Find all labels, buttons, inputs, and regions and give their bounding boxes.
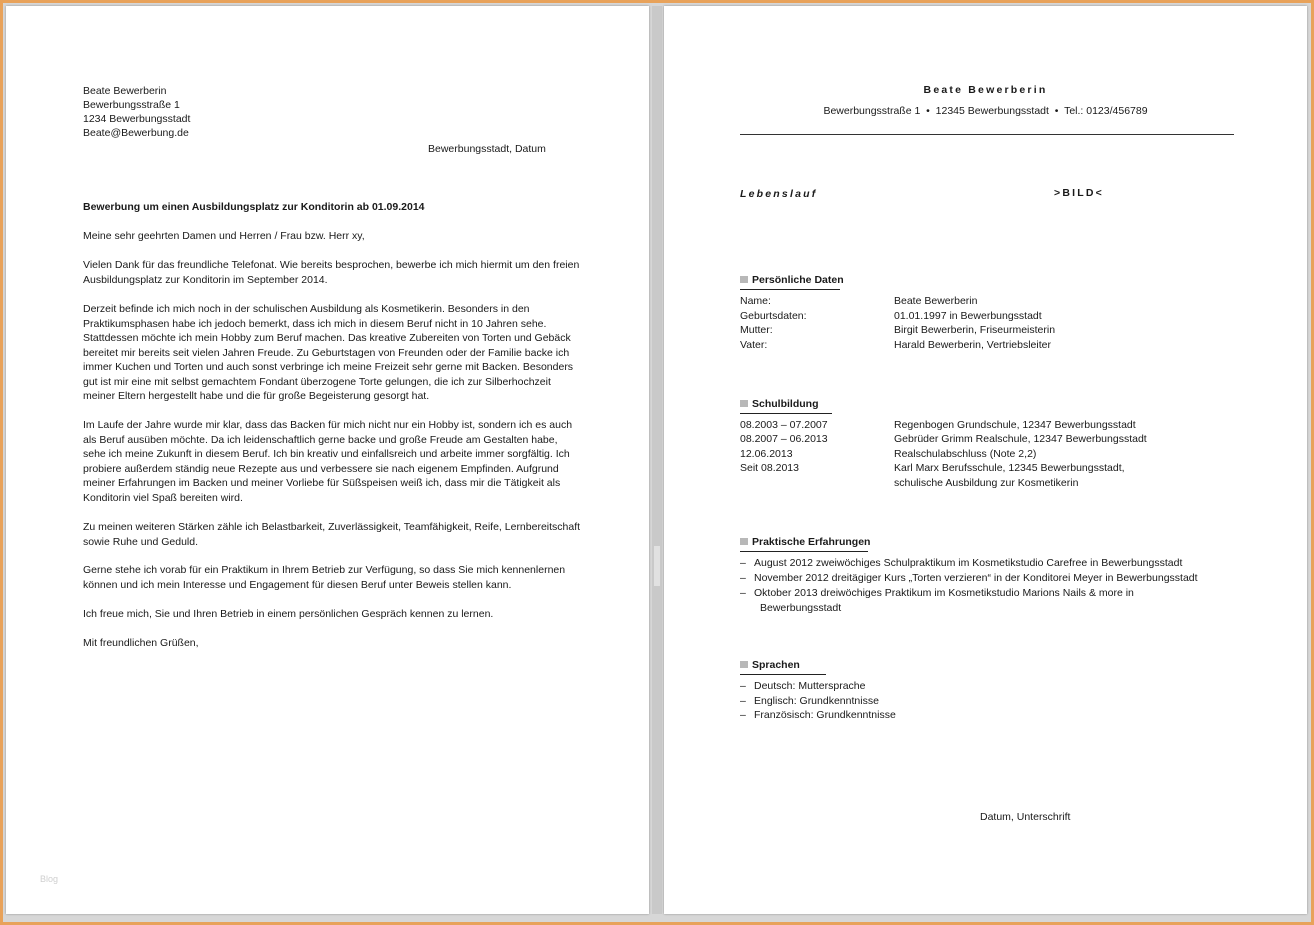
dash-bullet: – (740, 695, 746, 707)
experience-item (740, 556, 1182, 571)
section-personal-label: Persönliche Daten (752, 274, 844, 286)
bullet-square-icon (740, 400, 748, 407)
sender-city: 1234 Bewerbungsstadt (83, 113, 191, 125)
letter-paragraph-2: Derzeit befinde ich mich noch in der schulischen Ausbildung als Kosmetikerin. Besonders in den Praktikumsphasen habe ich jedoch bemerkt, dass ich mich in diesem Beruf nicht in 10 Jahren sehe. Stattdessen möchte ich mein Hobby zum Beruf machen. Das kreative Zubereiten von Torten und Gebäck bereitet mir bereits seit vielen Jahren Freude. Zu Geburtstagen von Freunden oder der Familie backe ich immer Kuchen und Torten und auch sonst verbringe ich meine Freizeit sehr gerne mit Backen. Besonders gut ist mir eine mit selbst gemachtem Fondant überzogene Torte gelungen, die ich zur Silberhochzeit meiner Eltern hergestellt habe und die für große Begeisterung gesorgt hat. (83, 303, 574, 402)
section-experience-label: Praktische Erfahrungen (752, 536, 871, 548)
dash-bullet: – (740, 557, 746, 569)
cover-letter-page (6, 6, 649, 914)
dash-bullet: – (740, 709, 746, 721)
school-entry: Regenbogen Grundschule, 12347 Bewerbungsstadt (894, 419, 1136, 431)
section-school-label: Schulbildung (752, 398, 819, 410)
personal-label: Vater: (740, 339, 768, 351)
watermark: Blog (40, 874, 59, 884)
language-item (740, 694, 879, 709)
sender-name: Beate Bewerberin (83, 85, 167, 97)
language-text: Englisch: Grundkenntnisse (754, 695, 879, 707)
personal-label: Geburtsdaten: (740, 310, 807, 322)
bullet-square-icon (740, 661, 748, 668)
school-period: 08.2003 – 07.2007 (740, 419, 828, 431)
school-period: Seit 08.2013 (740, 462, 799, 474)
school-entry: Realschulabschluss (Note 2,2) (894, 448, 1037, 460)
language-text: Französisch: Grundkenntnisse (754, 709, 896, 721)
letter-paragraph-5: Gerne stehe ich vorab für ein Praktikum in Ihrem Betrieb zur Verfügung, so dass Sie mich kennenlernen können und ich mein Interesse und Engagement für diesen Beruf unter Beweis stellen kann. (83, 564, 566, 591)
section-school-title (740, 397, 832, 414)
dash-bullet: – (740, 680, 746, 692)
scrollbar-thumb[interactable] (654, 546, 660, 586)
page-gutter-scrollbar[interactable] (652, 6, 662, 914)
dash-bullet: – (740, 587, 746, 599)
sender-street: Bewerbungsstraße 1 (83, 99, 180, 111)
school-entry: Gebrüder Grimm Realschule, 12347 Bewerbungsstadt (894, 433, 1147, 445)
personal-label: Mutter: (740, 324, 773, 336)
personal-value: Beate Bewerberin (894, 295, 978, 307)
letter-paragraph-3: Im Laufe der Jahre wurde mir klar, dass das Backen für mich nicht nur ein Hobby ist, sondern ich es auch als Beruf ausüben möchte. Da ich leidenschaftlich gerne backe und große Freude am Gestalten habe, sehe ich meine Zukunft in diesem Beruf. Ich bin kreativ und einfallsreich und arbeite immer sorgfältig. Ich probiere außerdem ständig neue Rezepte aus und verbessere sie nach eigenem Empfinden. Aufgrund meiner Erfahrungen im Backen und meiner Vorliebe für Süßspeisen weiß ich, dass mir die Tätigkeit als Konditorin viel Spaß bereiten wird. (83, 419, 573, 504)
language-text: Deutsch: Muttersprache (754, 680, 866, 692)
section-languages-title (740, 658, 826, 675)
cv-name: Beate Bewerberin (923, 84, 1048, 96)
language-item (740, 679, 865, 694)
sender-email: Beate@Bewerbung.de (83, 127, 189, 139)
school-period: 12.06.2013 (740, 448, 793, 460)
header-rule (740, 134, 1234, 135)
letter-paragraph-1: Vielen Dank für das freundliche Telefonat. Wie bereits besprochen, bewerbe ich mich hiermit um den freien Ausbildungsplatz zur Konditorin im September 2014. (83, 259, 580, 286)
school-entry: schulische Ausbildung zur Kosmetikerin (894, 477, 1079, 489)
experience-text: August 2012 zweiwöchiges Schulpraktikum im Kosmetikstudio Carefree in Bewerbungsstadt (754, 557, 1183, 569)
experience-item (740, 586, 1134, 601)
personal-value: 01.01.1997 in Bewerbungsstadt (894, 310, 1042, 322)
personal-label: Name: (740, 295, 771, 307)
letter-closing: Mit freundlichen Grüßen, (83, 637, 199, 649)
school-entry: Karl Marx Berufsschule, 12345 Bewerbungsstadt, (894, 462, 1125, 474)
cv-contact: Bewerbungsstraße 1 • 12345 Bewerbungsstadt • Tel.: 0123/456789 (823, 105, 1148, 117)
experience-continuation: Bewerbungsstadt (760, 602, 842, 614)
cv-page (664, 6, 1307, 914)
dash-bullet: – (740, 572, 746, 584)
section-experience-title (740, 535, 871, 552)
signature-line: Datum, Unterschrift (980, 811, 1071, 823)
cv-heading: Lebenslauf (740, 188, 818, 200)
bullet-square-icon (740, 538, 748, 545)
letter-paragraph-6: Ich freue mich, Sie und Ihren Betrieb in einem persönlichen Gespräch kennen zu lernen. (83, 608, 494, 620)
experience-text: Oktober 2013 dreiwöchiges Praktikum im Kosmetikstudio Marions Nails & more in (754, 587, 1134, 599)
letter-paragraph-4: Zu meinen weiteren Stärken zähle ich Belastbarkeit, Zuverlässigkeit, Teamfähigkeit, Reife, Lernbereitschaft sowie Ruhe und Geduld. (83, 521, 581, 548)
personal-value: Birgit Bewerberin, Friseurmeisterin (894, 324, 1056, 336)
photo-placeholder: >BILD< (1054, 187, 1104, 199)
section-personal-title (740, 273, 844, 290)
personal-value: Harald Bewerberin, Vertriebsleiter (894, 339, 1051, 351)
letter-subject: Bewerbung um einen Ausbildungsplatz zur Konditorin ab 01.09.2014 (83, 201, 425, 213)
experience-item (740, 571, 1198, 586)
place-date: Bewerbungsstadt, Datum (428, 143, 546, 155)
bullet-square-icon (740, 276, 748, 283)
language-item (740, 708, 896, 723)
school-period: 08.2007 – 06.2013 (740, 433, 828, 445)
letter-salutation: Meine sehr geehrten Damen und Herren / Frau bzw. Herr xy, (83, 230, 365, 242)
section-languages-label: Sprachen (752, 659, 800, 671)
experience-text: November 2012 dreitägiger Kurs „Torten verzieren“ in der Konditorei Meyer in Bewerbungsstadt (754, 572, 1198, 584)
